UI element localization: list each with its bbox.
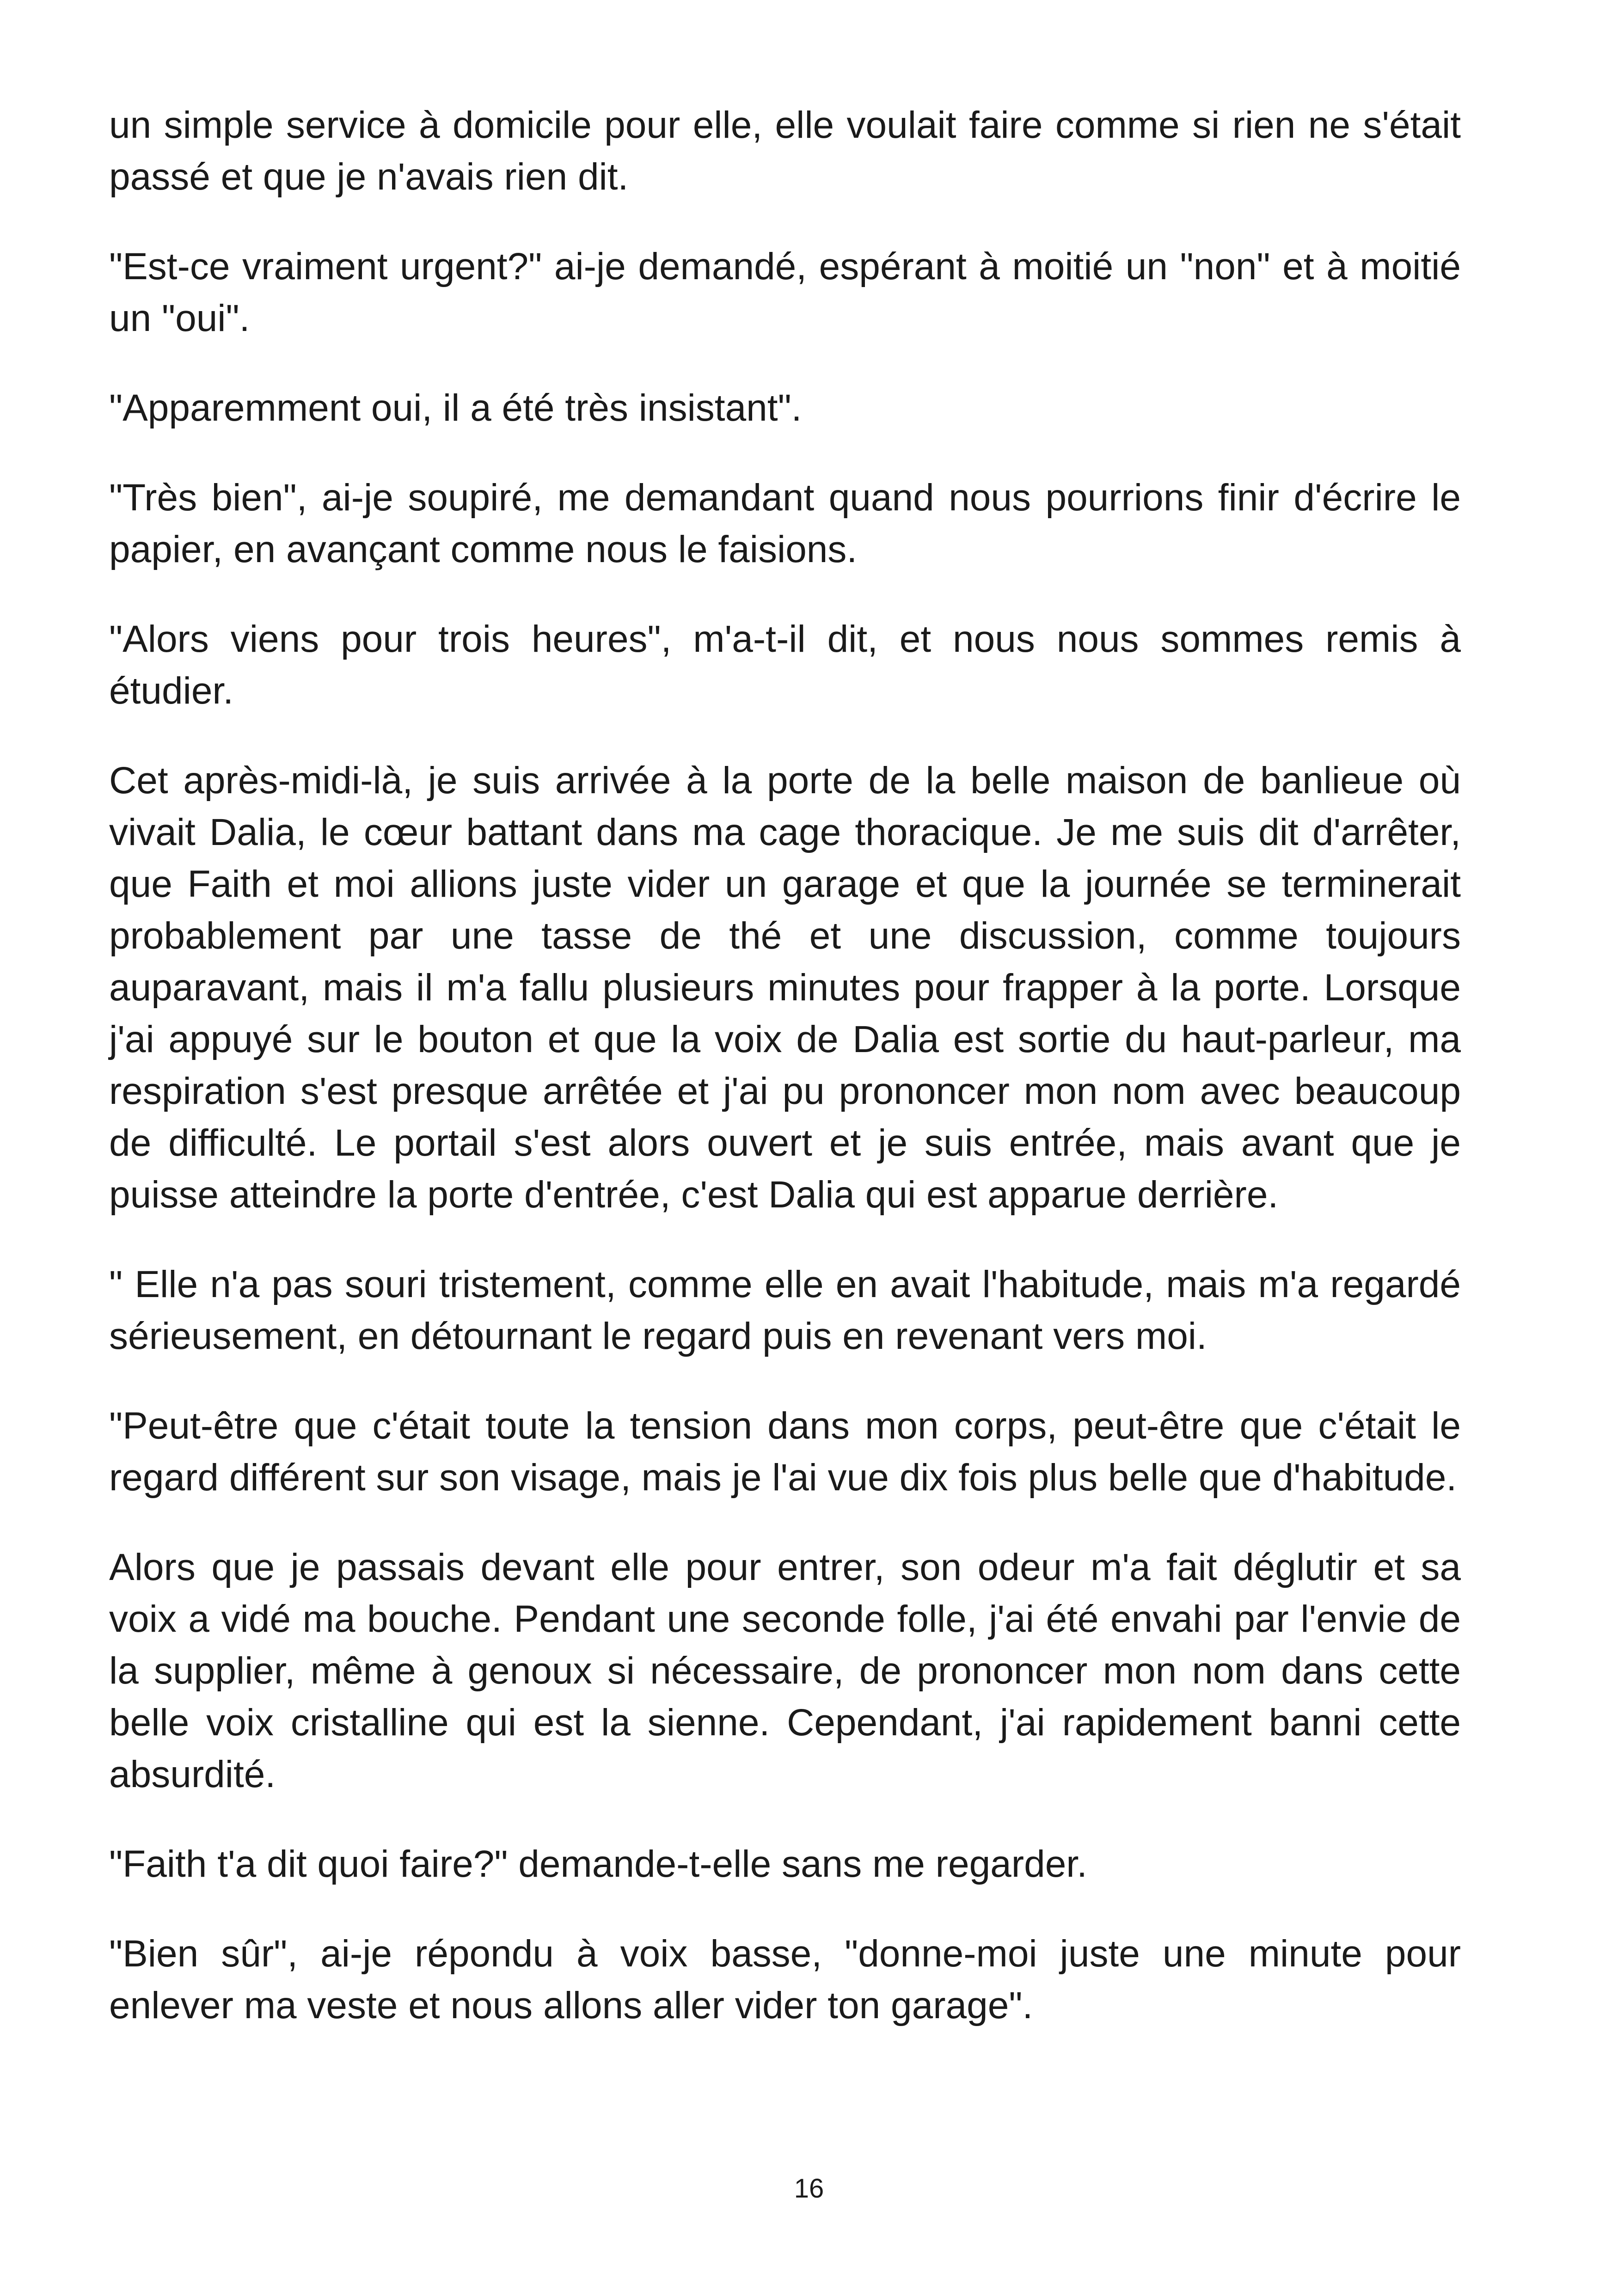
- page-number: 16: [794, 2174, 824, 2204]
- paragraph: "Apparemment oui, il a été très insistant".: [109, 387, 802, 429]
- paragraph: " Elle n'a pas souri tristement, comme elle en avait l'habitude, mais m'a regardé sérieusement, en détournant le regard puis en revenant vers moi.: [109, 1263, 1461, 1357]
- paragraph: "Très bien", ai-je soupiré, me demandant quand nous pourrions finir d'écrire le papier, en avançant comme nous le faisions.: [109, 477, 1461, 570]
- paragraph: Alors que je passais devant elle pour entrer, son odeur m'a fait déglutir et sa voix a vidé ma bouche. Pendant une seconde folle, j'ai été envahi par l'envie de la supplier, même à genoux si nécessaire, de prononcer mon nom dans cette belle voix cristalline qui est la sienne. Cependant, j'ai rapidement banni cette absurdité.: [109, 1546, 1461, 1795]
- paragraph: "Peut-être que c'était toute la tension dans mon corps, peut-être que c'était le regard différent sur son visage, mais je l'ai vue dix fois plus belle que d'habitude.: [109, 1405, 1461, 1499]
- paragraph: "Est-ce vraiment urgent?" ai-je demandé, espérant à moitié un "non" et à moitié un "oui".: [109, 245, 1461, 339]
- paragraph: "Alors viens pour trois heures", m'a-t-il dit, et nous nous sommes remis à étudier.: [109, 618, 1461, 712]
- paragraph: "Faith t'a dit quoi faire?" demande-t-elle sans me regarder.: [109, 1843, 1087, 1885]
- paragraph: Cet après-midi-là, je suis arrivée à la porte de la belle maison de banlieue où vivait Dalia, le cœur battant dans ma cage thoracique. Je me suis dit d'arrêter, que Faith et moi allions juste vider un garage et que la journée se terminerait probablement par une tasse de thé et une discussion, comme toujours auparavant, mais il m'a fallu plusieurs minutes pour frapper à la porte. Lorsque j'ai appuyé sur le bouton et que la voix de Dalia est sortie du haut-parleur, ma respiration s'est presque arrêtée et j'ai pu prononcer mon nom avec beaucoup de difficulté. Le portail s'est alors ouvert et je suis entrée, mais avant que je puisse atteindre la porte d'entrée, c'est Dalia qui est apparue derrière.: [109, 759, 1461, 1216]
- paragraph: "Bien sûr", ai-je répondu à voix basse, "donne-moi juste une minute pour enlever ma veste et nous allons aller vider ton garage".: [109, 1933, 1461, 2027]
- body-text: [109, 99, 1461, 2069]
- paragraph: un simple service à domicile pour elle, elle voulait faire comme si rien ne s'était passé et que je n'avais rien dit.: [109, 104, 1461, 198]
